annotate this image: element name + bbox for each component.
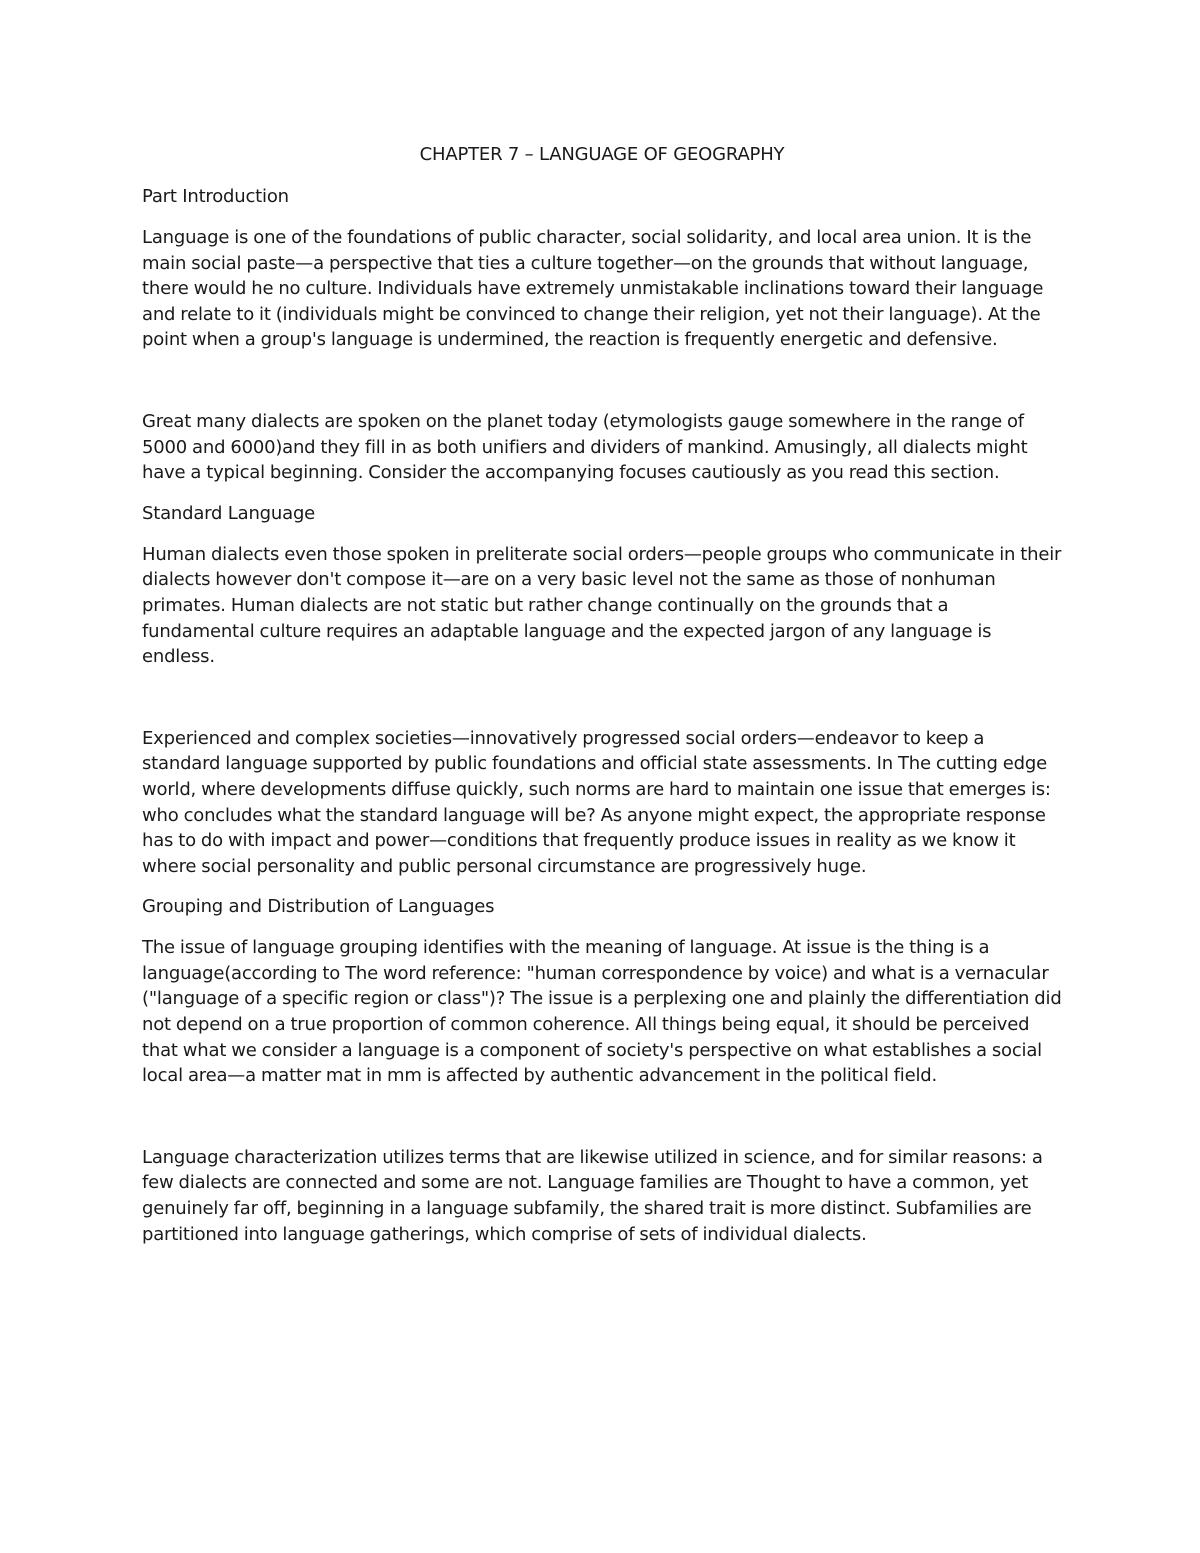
paragraph-standard-2: Experienced and complex societies—innovatively progressed social orders—endeavor to keep a standard language supported by public foundations and official state assessments. In The cutting edge world, where developments diffuse quickly, such norms are hard to maintain one issue that emerges is: who concludes what the standard language will be? As anyone might expect, the appropriate response has to do with impact and power—conditions that frequently produce issues in reality as we know it where social personality and public personal circumstance are progressively huge. xyxy=(142,727,1051,877)
paragraph-intro-1: Language is one of the foundations of public character, social solidarity, and local area union. It is the main social paste—a perspective that ties a culture together—on the grounds that without language, there would he no culture. Individuals have extremely unmistakable inclinations toward their language and relate to it (individuals might be convinced to change their religion, yet not their language). At the point when a group's language is undermined, the reaction is frequently energetic and defensive. xyxy=(142,227,1044,351)
paragraph-intro-2: Great many dialects are spoken on the planet today (etymologists gauge somewhere in the range of 5000 and 6000)and they fill in as both unifiers and dividers of mankind. Amusingly, all dialects might have a typical beginning. Consider the accompanying focuses cautiously as you read this section. xyxy=(142,410,1028,484)
document-page xyxy=(142,142,1062,1262)
paragraph-grouping-2: Language characterization utilizes terms that are likewise utilized in science, and for similar reasons: a few dialects are connected and some are not. Language families are Thought to have a common, yet genuinely far off, beginning in a language subfamily, the shared trait is more distinct. Subfamilies are partitioned into language gatherings, which comprise of sets of individual dialects. xyxy=(142,1146,1043,1245)
section-heading-standard-language: Standard Language xyxy=(142,502,316,524)
paragraph-standard-1: Human dialects even those spoken in preliterate social orders—people groups who communicate in their dialects however don't compose it—are on a very basic level not the same as those of nonhuman primates. Human dialects are not static but rather change continually on the grounds that a fundamental culture requires an adaptable language and the expected jargon of any language is endless. xyxy=(142,543,1062,668)
paragraph-grouping-1: The issue of language grouping identifies with the meaning of language. At issue is the thing is a language(according to The word reference: "human correspondence by voice) and what is a vernacular ("language of a specific region or class")? The issue is a perplexing one and plainly the differentiation did not depend on a true proportion of common coherence. All things being equal, it should be perceived that what we consider a language is a component of society's perspective on what establishes a social local area—a matter mat in mm is affected by authentic advancement in the political field. xyxy=(142,937,1062,1087)
section-heading-grouping: Grouping and Distribution of Languages xyxy=(142,896,495,918)
chapter-title: CHAPTER 7 – LANGUAGE OF GEOGRAPHY xyxy=(419,144,785,165)
section-heading-introduction: Part Introduction xyxy=(142,186,289,207)
